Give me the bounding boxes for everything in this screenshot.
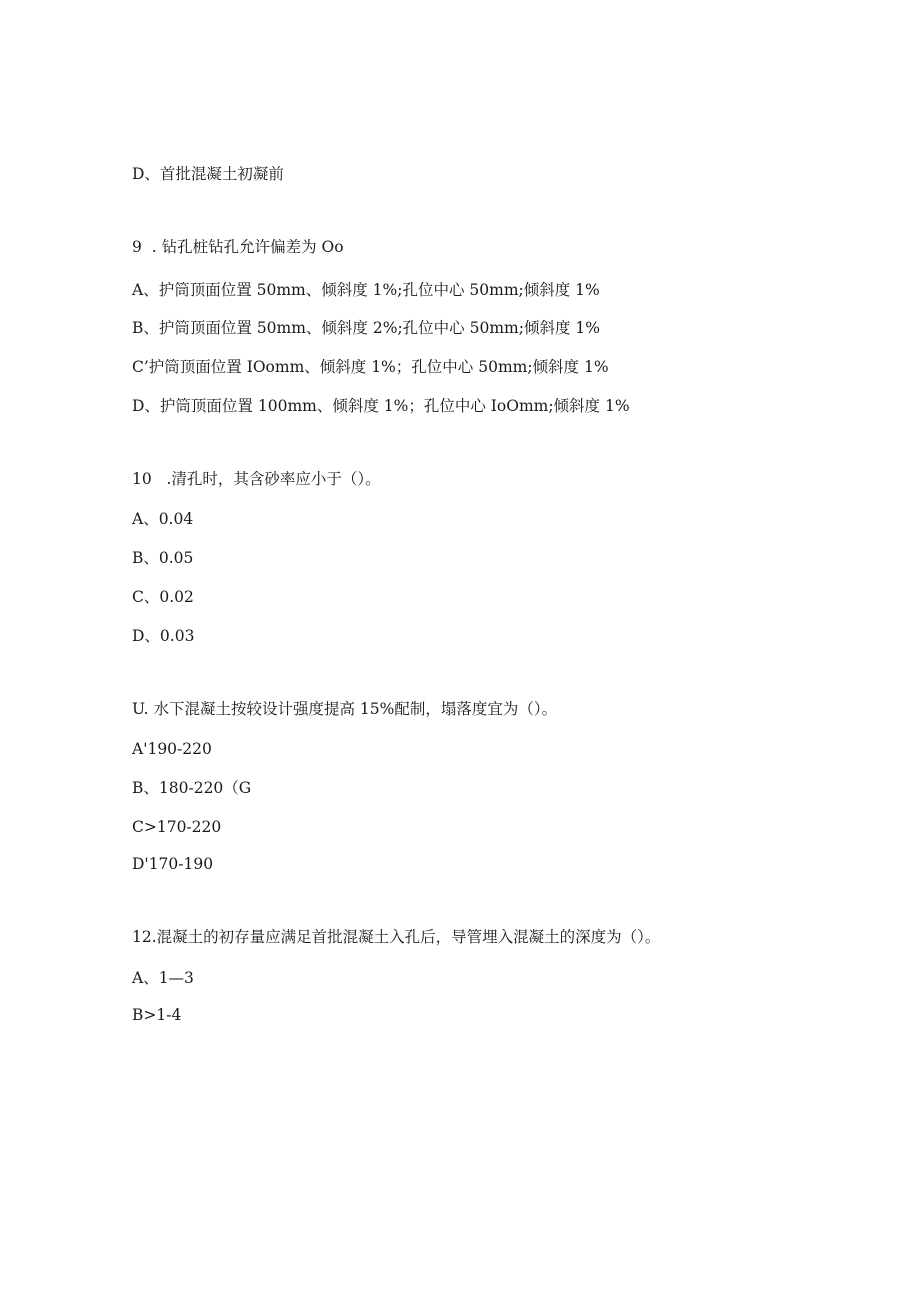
option-11b: B、180-220（G bbox=[132, 779, 252, 797]
question-11: U. 水下混凝土按较设计强度提高 15%配制，塌落度宜为（）。 bbox=[132, 700, 558, 718]
option-8d: D、首批混凝土初凝前 bbox=[132, 165, 284, 183]
option-9c: C’护筒顶面位置 IOomm、倾斜度 1%；孔位中心 50mm;倾斜度 1% bbox=[132, 358, 609, 376]
option-9d: D、护筒顶面位置 100mm、倾斜度 1%；孔位中心 IoOmm;倾斜度 1% bbox=[132, 397, 630, 415]
option-12a: A、1—3 bbox=[132, 969, 194, 987]
question-9: 9 . 钻孔桩钻孔允许偏差为 Oo bbox=[132, 238, 344, 256]
option-10b: B、0.05 bbox=[132, 549, 194, 567]
question-12: 12.混凝土的初存量应满足首批混凝土入孔后，导管埋入混凝土的深度为（）。 bbox=[132, 928, 661, 946]
option-9b: B、护筒顶面位置 50mm、倾斜度 2%;孔位中心 50mm;倾斜度 1% bbox=[132, 319, 600, 337]
option-11d: D'170-190 bbox=[132, 855, 214, 873]
option-12b: B>1-4 bbox=[132, 1006, 182, 1024]
option-11c: C>170-220 bbox=[132, 818, 222, 836]
option-10a: A、0.04 bbox=[132, 510, 194, 528]
option-9a: A、护筒顶面位置 50mm、倾斜度 1%;孔位中心 50mm;倾斜度 1% bbox=[132, 281, 600, 299]
question-10: 10 .清孔时，其含砂率应小于（）。 bbox=[132, 470, 381, 488]
option-10c: C、0.02 bbox=[132, 588, 194, 606]
option-11a: A'190-220 bbox=[132, 740, 212, 758]
option-10d: D、0.03 bbox=[132, 627, 195, 645]
